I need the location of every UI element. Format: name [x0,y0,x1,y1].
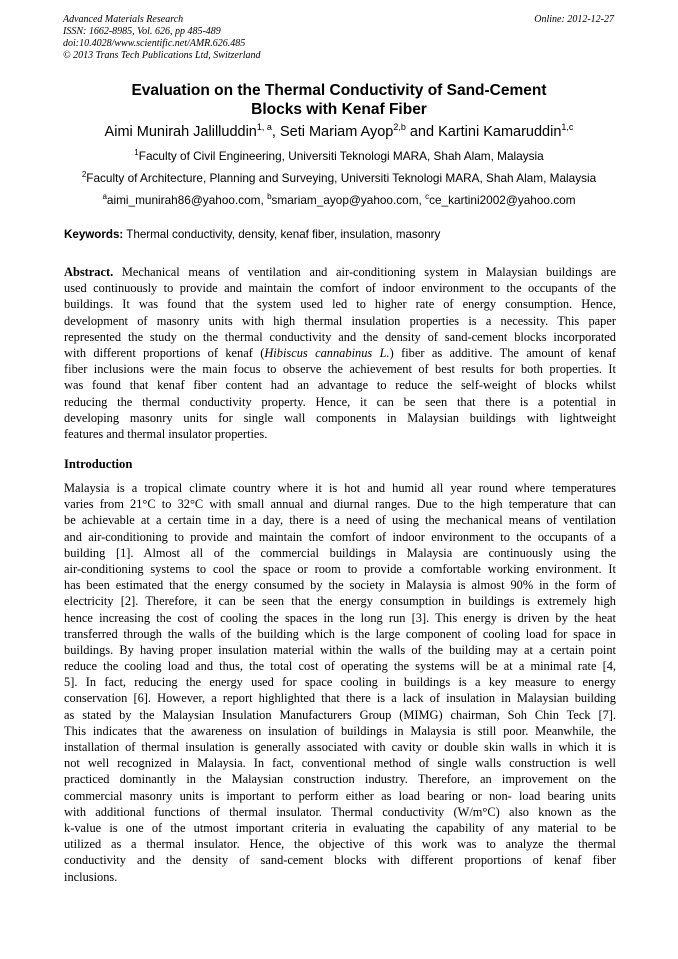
author-name: Kartini Kamaruddin [438,124,562,140]
text-line: utilized as a thermal insulator. Hence, the objective of this work was to analyze the thermal [64,837,616,852]
text-line: commercial masonry units is important to perform either as load bearing or non- load bearing units [64,788,616,803]
author-superscript: 1,c [561,122,574,132]
text-line: building [1]. Almost all of the commercial buildings in Malaysia are continuously using the [64,545,616,560]
text-line: conductivity and the density of sand-cement blocks with different proportions of kenaf fiber [64,853,616,868]
text-line: and air-conditioning to provide and maintain the comfort of indoor environment to the occupants of a [64,529,616,544]
journal-doi: doi:10.4028/www.scientific.net/AMR.626.485 [63,38,246,49]
text-line: not well recognized in Malaysia. In fact, conventional method of single walls construction is well [64,756,616,771]
text-line: inclusions. [64,869,118,884]
text-line: buildings. By having proper insulation material within the walls of the building may at a certain point [64,642,616,657]
keywords-text: Thermal conductivity, density, kenaf fiber, insulation, masonry [123,228,441,241]
journal-header [63,14,261,62]
email-link[interactable]: ce_kartini2002@yahoo.com [429,193,576,207]
text-line: hence increasing the cost of cooling the spaces in the long run [3]. This energy is driven by the heat [64,610,616,625]
text-line: buildings. It was found that the system used led to higher rate of energy consumption. Hence, [64,297,616,312]
affiliation-2: $^2$Faculty of Architecture, Planning and Surveying, Universiti Teknologi MARA, Shah Alam, Malaysia [81,170,597,185]
text-line: conservation [6]. However, a report highlighted that there is a lack of insulation in Malaysian building [64,691,616,706]
text-line: varies from 21°C to 32°C with small annual and diurnal ranges. Due to the high temperature that can [64,497,616,512]
email-link[interactable]: smariam_ayop@yahoo.com, [271,193,426,207]
text-line: transferred through the walls of the building which is the large component of cooling load for space in [64,626,616,641]
text-line: represented the study on the thermal conductivity and the density of sand-cement blocks incorporated [64,329,616,344]
paper-title [0,81,678,119]
text-line: with different proportions of kenaf (Hibiscus cannabinus L.) fiber as additive. The amount of kenaf [64,345,616,360]
journal-issn: ISSN: 1662-8985, Vol. 626, pp 485-489 [63,26,221,37]
paper-title-line-2: Blocks with Kenaf Fiber [251,101,427,118]
journal-copyright: © 2013 Trans Tech Publications Ltd, Switzerland [63,50,261,61]
text-line: be achievable at a certain time in a day, there is a need of using the mechanical means of ventilation [64,513,616,528]
abstract [64,264,616,442]
text-line: as stated by the Malaysian Insulation Manufacturers Group (MIMG) chairman, Soh Chin Teck [7]. [64,707,616,722]
text-line: used continuously to provide and maintain the comfort of indoor environment to the occupants of the [64,281,616,296]
text-line: This indicates that the awareness on insulation of buildings in Malaysia is still poor. Meanwhile, the [64,723,616,738]
text-line: features and thermal insulator properties. [64,426,268,441]
journal-name: Advanced Materials Research [63,14,184,25]
text-line: was found that kenaf fiber content had an advantage to reduce the self-weight of blocks whilst [64,378,616,393]
text-line: developing masonry units for single wall components in Malaysian buildings with lightweight [64,410,616,425]
section-heading-introduction: Introduction [64,457,133,471]
text-line: k-value is one of the utmost important criteria in evaluating the capability of any material to be [64,820,616,835]
author-superscript: 1, a [256,122,272,132]
author-name: Seti Mariam Ayop [279,124,394,140]
author-list: Aimi Munirah Jalilluddin$^{1, a}$, Seti Mariam Ayop$^{2,b}$ and Kartini Kamaruddin$^{1,c}$ [104,122,574,140]
affiliation-1: $^1$Faculty of Civil Engineering, Universiti Teknologi MARA, Shah Alam, Malaysia [134,148,544,163]
species-name: Hibiscus cannabinus L. [264,345,390,360]
paper-title-line-1: Evaluation on the Thermal Conductivity of Sand-Cement [131,82,547,99]
text-line: Malaysia is a tropical climate country where it is hot and humid all year round where temperatures [64,481,616,495]
text-line: fiber inclusions were the main focus to observe the achievement of best results for both properties. It [64,362,616,377]
text-line: has been estimated that the energy consumed by the society in Malaysia is almost 90% in the form of [64,578,616,593]
abstract-label: Abstract. [64,265,114,279]
text-line: reducing the thermal conductivity property. Hence, it can be seen that there is a potential in [64,394,616,409]
online-date: Online: 2012-12-27 [534,14,614,25]
text-line: practiced dominantly in the Malaysian construction industry. Therefore, an improvement on the [64,772,616,787]
text-line: 5]. In fact, reducing the energy used for space cooling in buildings is a key measure to energy [64,675,616,690]
author-superscript: 2,b [393,122,406,132]
email-link[interactable]: aimi_munirah86@yahoo.com, [106,193,268,207]
text-line: installation of thermal insulation is generally associated with cavity or double skin walls in which it is [64,740,616,754]
text-line: air-conditioning systems to cool the space or room to provide a comfortable working environment. It [64,561,616,576]
introduction-body [64,480,616,885]
keywords [64,228,616,242]
author-name: Aimi Munirah Jalilluddin [104,124,257,140]
keywords-label: Keywords: [64,228,124,241]
text-line: electricity [2]. Therefore, it can be seen that the energy consumption in buildings is extremely high [64,594,616,609]
author-emails: $^a$aimi_munirah86@yahoo.com, $^b$smariam_ayop@yahoo.com, $^c$ce_kartini2002@yahoo.com [102,192,576,207]
text-line: Abstract. Mechanical means of ventilation and air-conditioning system in Malaysian buildings are [64,265,616,279]
text-line: reduce the cooling load and thus, the total cost of operating the systems will be at a minimal rate [4, [64,659,616,674]
text-line: development of masonry units with high thermal insulation properties is a necessity. This paper [64,313,616,328]
text-line: with additional functions of thermal insulator. Thermal conductivity (W/m°C) also known as the [64,804,616,819]
